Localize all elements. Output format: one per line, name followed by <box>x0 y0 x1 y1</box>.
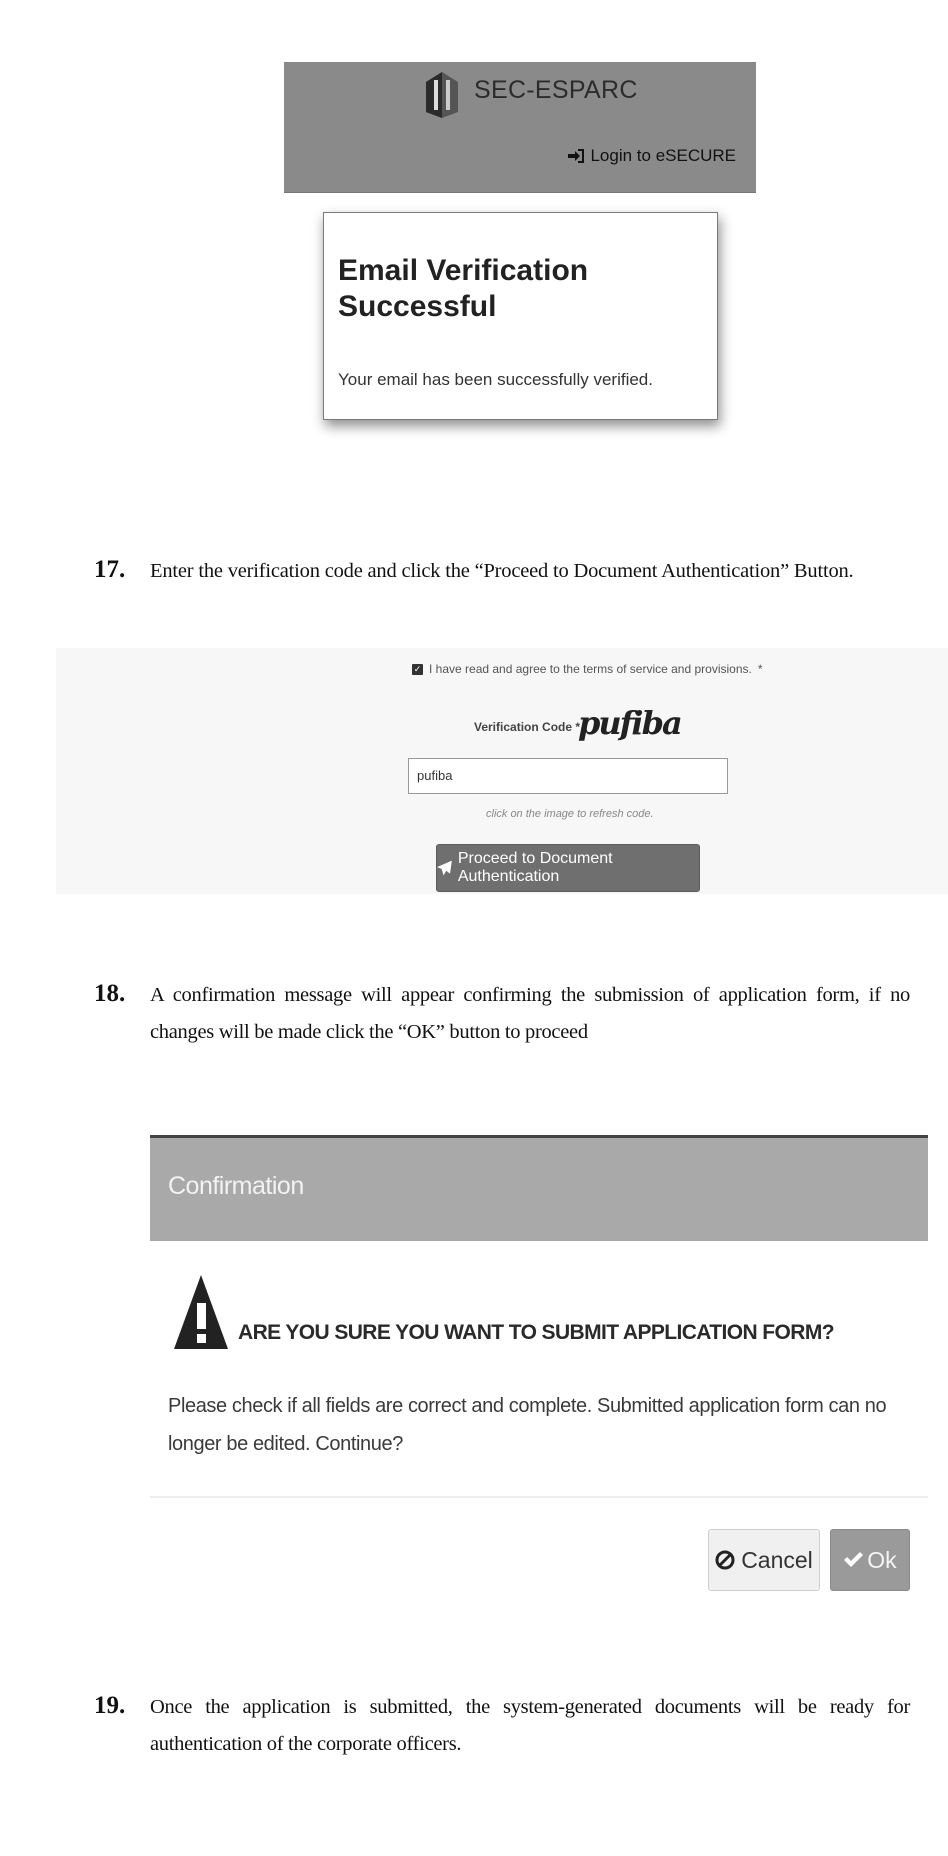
ban-icon <box>715 1550 735 1570</box>
esparc-header-screenshot <box>284 62 756 193</box>
ok-button[interactable] <box>830 1529 910 1591</box>
proceed-button-label: Proceed to Document Authentication <box>457 850 613 885</box>
verification-code-input[interactable]: pufiba <box>408 758 728 794</box>
step-instruction-line-1: A confirmation message will appear confirming the submission of application form, if no <box>150 984 910 1006</box>
verification-code-label: Verification Code * <box>474 720 581 734</box>
captcha-image[interactable]: pufiba <box>578 704 681 742</box>
warning-icon <box>172 1273 230 1351</box>
step-instruction-line-1: Once the application is submitted, the system-generated documents will be ready for <box>150 1696 910 1718</box>
card-title: Email Verification Successful <box>338 254 589 323</box>
step-number: 19. <box>94 1692 126 1719</box>
required-asterisk: * <box>757 662 763 676</box>
step-instruction-line-2: authentication of the corporate officers. <box>150 1733 462 1755</box>
cancel-button[interactable] <box>708 1529 820 1591</box>
cancel-button-label: Cancel <box>741 1546 813 1573</box>
terms-row <box>412 662 763 676</box>
terms-label: I have read and agree to the terms of service and provisions. <box>429 662 752 676</box>
sec-logo-icon <box>424 70 460 120</box>
dialog-footer <box>150 1503 928 1613</box>
proceed-button[interactable] <box>436 844 700 892</box>
brand-name: SEC-ESPARC <box>474 76 638 104</box>
divider <box>150 1496 928 1498</box>
step-instruction-line-2: changes will be made click the “OK” button to proceed <box>150 1021 588 1043</box>
login-link[interactable] <box>568 146 736 166</box>
dialog-message: Please check if all fields are correct and complete. Submitted application form can no longer be edited. Continue? <box>168 1395 887 1455</box>
step-number: 17. <box>94 556 126 583</box>
refresh-hint: click on the image to refresh code. <box>486 808 654 820</box>
ok-button-label: Ok <box>867 1546 897 1573</box>
dialog-header <box>150 1138 928 1241</box>
sign-in-icon <box>568 149 584 163</box>
dialog-question: ARE YOU SURE YOU WANT TO SUBMIT APPLICATION FORM? <box>238 1321 834 1344</box>
step-number: 18. <box>94 980 126 1007</box>
check-icon <box>843 1551 863 1569</box>
dialog-body <box>150 1241 928 1503</box>
dialog-title: Confirmation <box>168 1172 304 1200</box>
card-message: Your email has been successfully verified. <box>338 370 653 389</box>
paper-plane-icon <box>437 860 452 876</box>
terms-checkbox[interactable]: ✓ <box>413 663 422 674</box>
verification-panel-screenshot <box>56 648 948 894</box>
step-instruction: Enter the verification code and click the “Proceed to Document Authentication” Button. <box>150 560 854 582</box>
login-link-label: Login to eSECURE <box>590 146 736 165</box>
email-verified-card <box>323 212 718 420</box>
